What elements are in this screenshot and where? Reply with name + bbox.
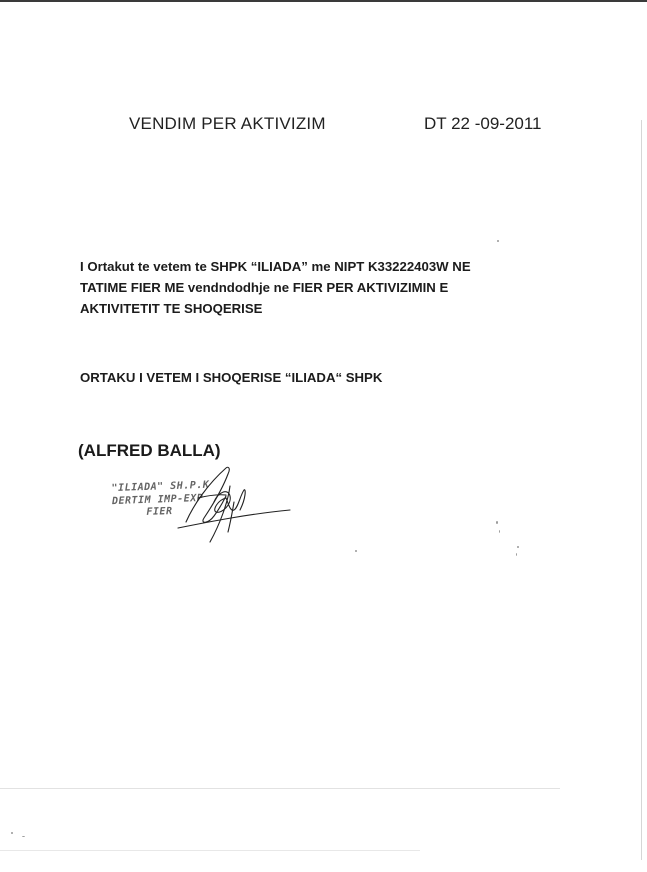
scan-speck — [516, 553, 517, 556]
body-line: I Ortakut te vetem te SHPK “ILIADA” me NIPT K33222403W NE — [80, 259, 471, 274]
scan-speck — [499, 530, 500, 533]
scan-speck — [497, 240, 499, 242]
scan-speck — [355, 550, 357, 552]
scan-artifact-line — [0, 788, 560, 789]
scan-artifact-line — [0, 850, 420, 851]
signatory-name: (ALFRED BALLA) — [78, 441, 221, 460]
scan-top-edge — [0, 0, 647, 2]
scan-right-edge — [641, 120, 642, 860]
handwritten-signature — [168, 462, 298, 544]
body-line: AKTIVITETIT TE SHOQERISE — [80, 301, 263, 316]
scan-speck — [496, 521, 498, 524]
scan-speck — [22, 836, 25, 837]
document-title: VENDIM PER AKTIVIZIM — [129, 114, 326, 133]
document-date: DT 22 -09-2011 — [424, 114, 542, 133]
scan-speck — [11, 832, 13, 834]
stamp-line: FIER — [146, 505, 173, 518]
partner-statement: ORTAKU I VETEM I SHOQERISE “ILIADA“ SHPK — [80, 370, 383, 385]
stamp-line: "ILIADA" SH.P.K — [111, 479, 210, 495]
scan-speck — [517, 546, 519, 548]
body-line: TATIME FIER ME vendndodhje ne FIER PER AKTIVIZIMIN E — [80, 280, 449, 295]
stamp-line: DERTIM IMP-EXP — [111, 492, 204, 507]
decision-body — [80, 256, 550, 319]
